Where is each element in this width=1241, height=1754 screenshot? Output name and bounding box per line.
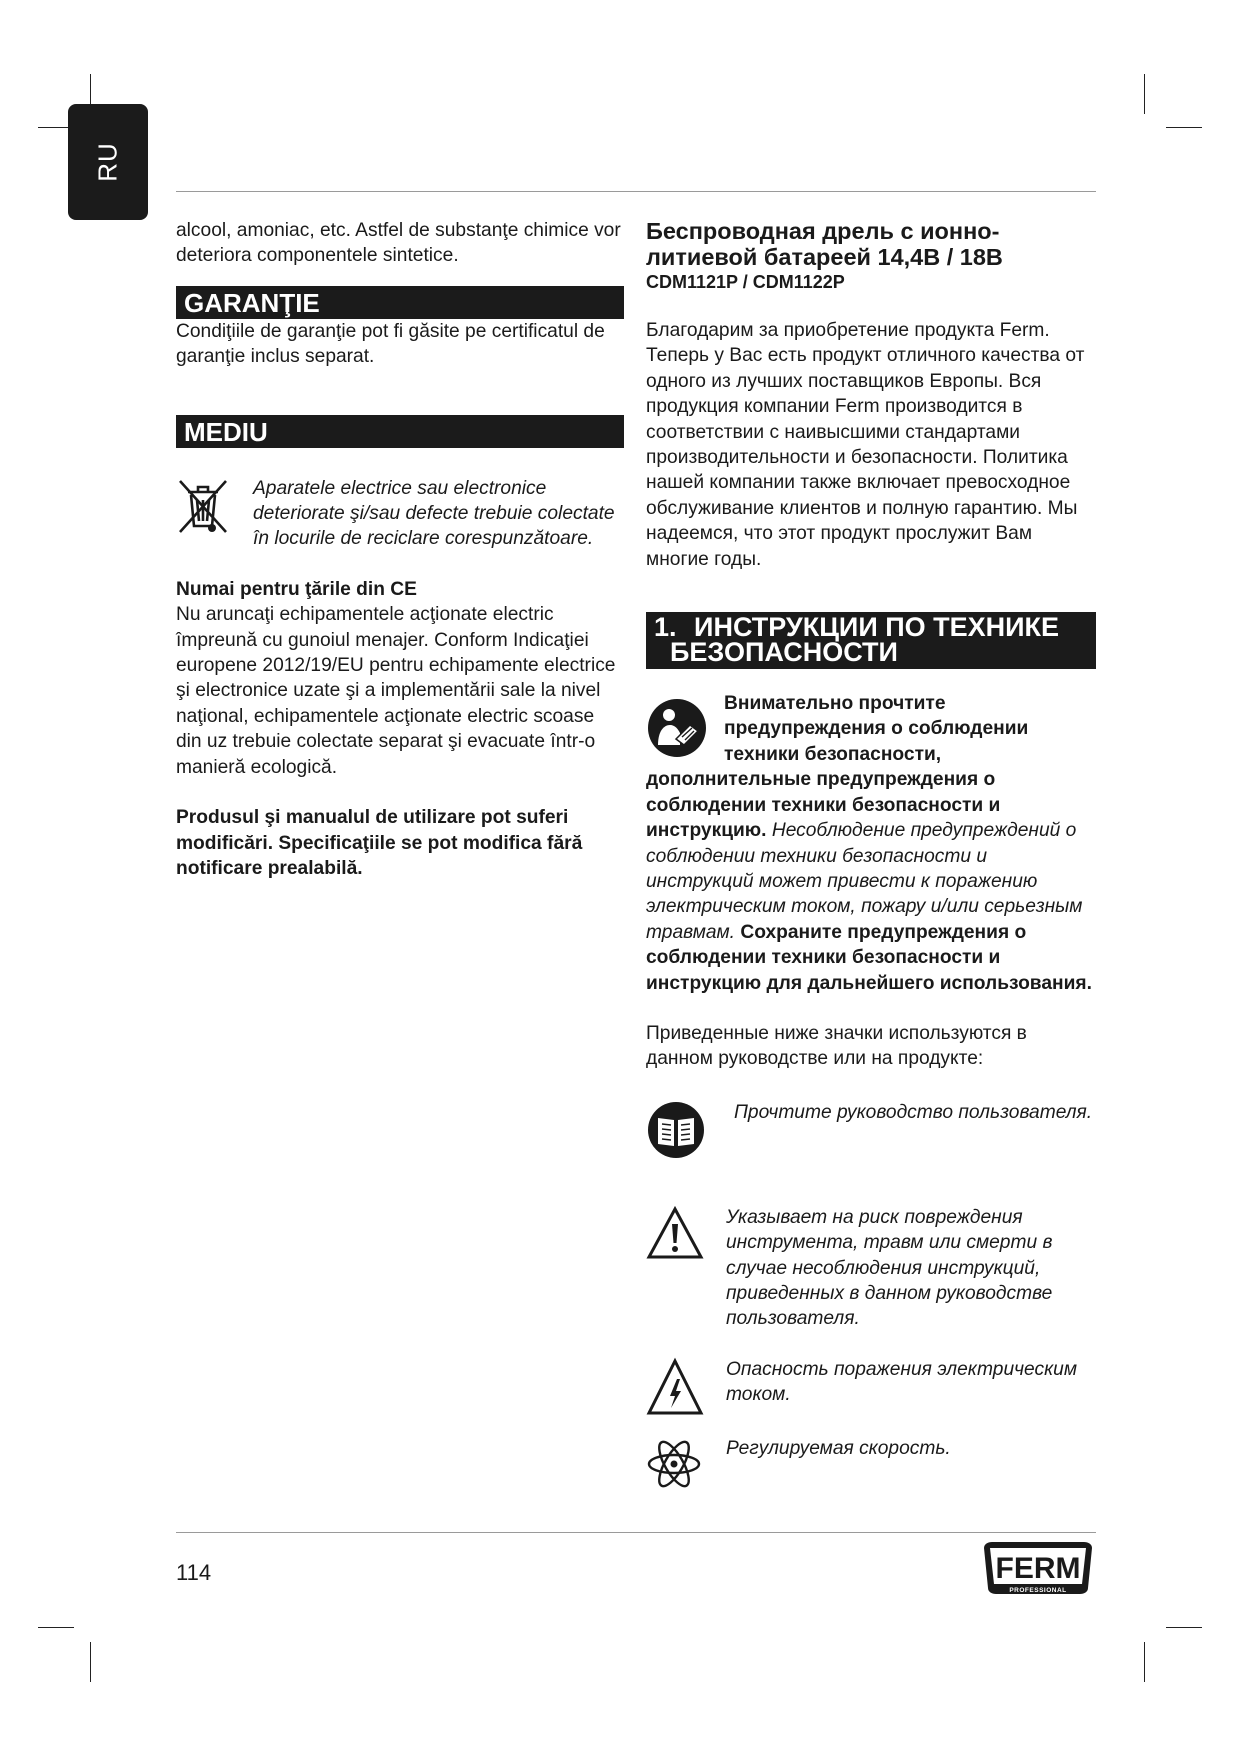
crop-mark <box>1166 1627 1202 1628</box>
book-icon <box>646 1100 706 1160</box>
intro-text: alcool, amoniac, etc. Astfel de substanţe chimice vor deteriora componentele sintetice. <box>176 220 621 267</box>
symbol-item <box>646 1100 1096 1165</box>
eu-heading: Numai pentru ţările din CE <box>176 578 417 600</box>
symbol-item <box>646 1357 1096 1422</box>
section-title-line2: БЕЗОПАСНОСТИ <box>670 637 898 668</box>
logo-subtext: PROFESSIONAL <box>1009 1587 1067 1594</box>
symbol-text: Регулируемая скорость. <box>726 1437 951 1459</box>
crop-mark <box>1144 1642 1145 1682</box>
language-tab <box>68 104 148 220</box>
warranty-text: Condiţiile de garanţie pot fi găsite pe certificatul de garanţie inclus separat. <box>176 320 605 368</box>
model-number: CDM1121P / CDM1122P <box>646 272 845 292</box>
symbol-text: Опасность поражения электрическим током. <box>726 1358 1077 1406</box>
symbol-item <box>646 1436 1096 1497</box>
page-number: 114 <box>176 1560 212 1585</box>
safety-warning <box>646 691 1096 996</box>
crop-mark <box>38 1627 74 1628</box>
read-manual-icon <box>646 697 708 759</box>
warning-bold-1: Внимательно прочтите предупреждения о соблюдении техники безопасности, дополнительные предупреждения о соблюдении техники безопасности и инструкцию. <box>646 693 1029 842</box>
footer-rule <box>176 1532 1096 1533</box>
environment-heading: MEDIU <box>176 415 624 448</box>
crop-mark <box>1166 127 1202 128</box>
logo-text: FERM <box>995 1552 1081 1585</box>
modification-notice: Produsul şi manualul de utilizare pot suferi modificări. Specificaţiile se pot modifica fără notificare prealabilă. <box>176 807 583 879</box>
crossed-bin-icon <box>176 478 230 536</box>
safety-section-heading <box>646 612 1096 669</box>
product-title-line2: литиевой батареей 14,4В / 18В <box>646 244 1003 270</box>
crop-mark <box>90 1642 91 1682</box>
right-column <box>646 218 1096 1497</box>
recycling-notice <box>176 476 624 552</box>
warning-bold-2: Сохраните предупреждения о соблюдении техники безопасности и инструкцию для дальнейшего использования. <box>646 921 1092 994</box>
warranty-heading: GARANŢIE <box>176 286 624 319</box>
language-tab-label: RU <box>92 142 123 182</box>
intro-paragraph: Благодарим за приобретение продукта Ferm. Теперь у Вас есть продукт отличного качества от одного из лучших поставщиков Европы. Вся продукция компании Ferm производится в соответствии с наивысшими стандартами производительности и безопасности. Политика нашей компании также включает превосходное обслуживание клиентов и полную гарантию. Мы надеемся, что этот продукт прослужит Вам многие годы. <box>646 320 1085 570</box>
electric-shock-icon <box>646 1357 704 1417</box>
header-rule <box>176 191 1096 192</box>
crop-mark <box>1144 74 1145 114</box>
symbol-text: Указывает на риск повреждения инструмента, травм или смерти в случае несоблюдения инструкций, приведенных в данном руководстве пользователя. <box>726 1206 1053 1330</box>
warning-triangle-icon <box>646 1205 704 1261</box>
left-column <box>176 218 624 881</box>
eu-text: Nu aruncaţi echipamentele acţionate electric împreună cu gunoiul menajer. Conform Indicaţiei europene 2012/19/EU pentru echipamente electrice şi electronice uzate şi a implementării sale la nivel naţional, echipamentele acţionate electric scoase din uz trebuie colectate separat şi evacuate într-o manieră ecologică. <box>176 604 616 778</box>
symbol-text: Прочтите руководство пользователя. <box>734 1101 1093 1123</box>
symbol-item <box>646 1205 1096 1332</box>
recycling-text: Aparatele electrice sau electronice deteriorate şi/sau defecte trebuie colectate în locurile de reciclare corespunzătoare. <box>253 477 615 550</box>
symbols-intro: Приведенные ниже значки используются в данном руководстве или на продукте: <box>646 1022 1027 1070</box>
warning-italic: Несоблюдение предупреждений о соблюдении техники безопасности и инструкций может привести к поражению электрическим током, пожару и/или серьезным травмам. <box>646 820 1083 943</box>
variable-speed-icon <box>646 1436 702 1492</box>
section-number: 1. <box>654 612 677 643</box>
ferm-logo <box>980 1540 1096 1598</box>
section-title-line1: ИНСТРУКЦИИ ПО ТЕХНИКЕ <box>694 612 1060 643</box>
product-title-line1: Беспроводная дрель с ионно- <box>646 218 1000 244</box>
